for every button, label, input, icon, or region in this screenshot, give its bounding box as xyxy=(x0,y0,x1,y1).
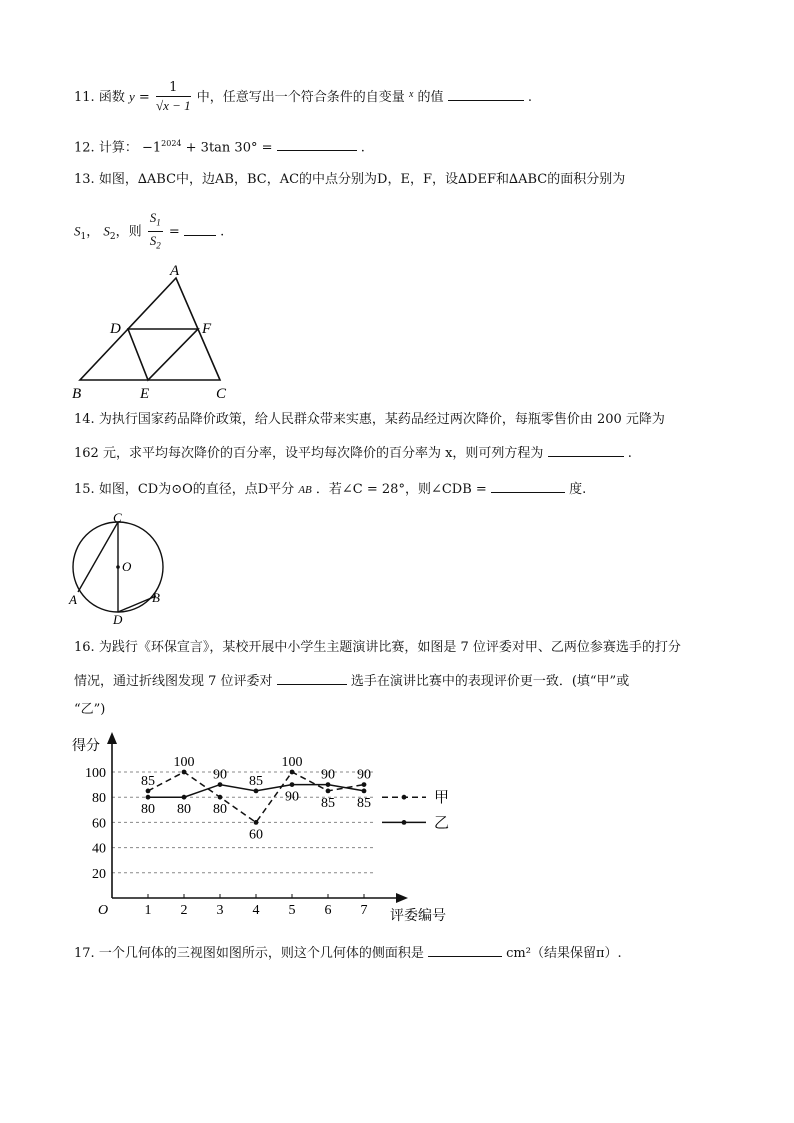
label-a: A xyxy=(170,263,180,279)
question-number: 12. xyxy=(74,140,95,156)
fraction-numerator: 1 xyxy=(156,80,191,97)
question-text: ．若∠C = 28°，则∠CDB = xyxy=(315,482,487,497)
math-sub: 1 xyxy=(80,232,87,243)
x-tick-label: 4 xyxy=(252,903,260,918)
punct: . xyxy=(360,140,365,156)
question-text: 函数 xyxy=(98,90,125,105)
x-tick-label: 7 xyxy=(360,903,368,918)
data-label: 90 xyxy=(321,767,335,783)
y-tick-label: 60 xyxy=(92,816,106,832)
fraction-numerator: $S_1$ xyxy=(148,210,163,232)
x-tick-label: 3 xyxy=(216,903,224,918)
data-point xyxy=(326,789,331,794)
chord-ca xyxy=(78,522,118,592)
data-point xyxy=(326,782,331,787)
answer-blank[interactable] xyxy=(277,670,347,685)
math-expr: −1 xyxy=(141,140,162,156)
math-eq: = xyxy=(138,90,150,105)
question-text: 情况，通过折线图发现 7 位评委对 xyxy=(74,674,273,689)
legend-marker xyxy=(402,820,407,825)
score-line-chart xyxy=(66,728,466,928)
origin-label: O xyxy=(98,903,109,918)
question-text: 的值 xyxy=(417,90,444,105)
legend-label-jia: 甲 xyxy=(434,790,450,807)
data-label: 85 xyxy=(249,773,263,789)
data-point xyxy=(362,789,367,794)
question-number: 17. xyxy=(74,946,95,961)
circle-figure xyxy=(64,510,174,628)
math-var: x xyxy=(408,89,414,100)
data-point xyxy=(146,789,151,794)
fraction xyxy=(148,210,163,254)
question-text: 中，任意写出一个符合条件的自变量 xyxy=(196,90,405,105)
fraction-denominator: $S_2$ xyxy=(149,232,161,251)
y-tick-label: 80 xyxy=(92,791,106,807)
question-text: “乙”) xyxy=(74,702,106,717)
question-12 xyxy=(74,134,365,158)
label-f: F xyxy=(202,321,212,337)
x-axis-arrow xyxy=(396,893,408,903)
label-d: D xyxy=(110,321,121,337)
legend-marker xyxy=(402,795,407,800)
triangle-def xyxy=(128,329,198,380)
y-axis-arrow xyxy=(107,732,117,744)
y-axis-label: 得分 xyxy=(72,739,100,754)
answer-blank[interactable] xyxy=(491,478,565,493)
chord-db xyxy=(118,596,156,612)
question-17 xyxy=(74,942,622,964)
data-point xyxy=(182,770,187,775)
y-tick-label: 40 xyxy=(92,841,106,857)
data-label: 90 xyxy=(285,789,299,805)
math-eq: = xyxy=(168,224,180,240)
answer-blank[interactable] xyxy=(428,942,502,957)
data-label: 90 xyxy=(213,767,227,783)
legend-label-yi: 乙 xyxy=(434,815,450,832)
question-number: 16. xyxy=(74,640,95,655)
math-sub: 2 xyxy=(109,232,116,243)
label-c: C xyxy=(216,386,227,402)
label-e: E xyxy=(140,386,150,402)
question-number: 11. xyxy=(74,90,95,105)
math-var: S xyxy=(103,223,110,239)
question-text: ，则 xyxy=(115,224,142,240)
x-tick-label: 1 xyxy=(144,903,152,918)
answer-blank[interactable] xyxy=(448,86,524,101)
unit-text: 度. xyxy=(569,482,587,497)
data-label: 80 xyxy=(213,802,227,818)
y-tick-label: 20 xyxy=(92,866,106,882)
question-text: 如图，∆ABC中，边AB，BC，AC的中点分别为D，E，F，设∆DEF和∆ABC的面积分别为 xyxy=(98,172,626,187)
question-text: 计算： xyxy=(98,140,138,156)
y-tick-label: 100 xyxy=(85,766,106,781)
x-tick-label: 2 xyxy=(180,903,188,918)
question-16 xyxy=(74,638,681,658)
math-var: S xyxy=(74,223,81,239)
question-14 xyxy=(74,410,665,430)
center-point xyxy=(116,565,120,569)
label-b: B xyxy=(152,590,160,605)
data-point xyxy=(362,782,367,787)
question-text: 为践行《环保宣言》，某校开展中小学生主题演讲比赛，如图是 7 位评委对甲、乙两位参赛选手的打分 xyxy=(98,640,681,655)
punct: . xyxy=(220,224,225,240)
data-label: 60 xyxy=(249,827,263,843)
question-number: 13. xyxy=(74,172,95,187)
data-label: 80 xyxy=(177,802,191,818)
data-label: 80 xyxy=(141,802,155,818)
data-point xyxy=(146,795,151,800)
punct: . xyxy=(627,446,632,461)
data-point xyxy=(218,782,223,787)
x-tick-label: 6 xyxy=(324,903,332,918)
question-text: 如图，CD为⊙O的直径，点D平分 xyxy=(98,482,295,497)
question-13 xyxy=(74,170,625,190)
question-number: 15. xyxy=(74,482,95,497)
punct: . xyxy=(527,90,532,105)
question-16-line2 xyxy=(74,670,629,692)
data-point xyxy=(218,795,223,800)
label-b: B xyxy=(72,386,82,402)
label-o: O xyxy=(122,559,132,574)
math-expr: + 3tan 30° = xyxy=(185,140,273,156)
answer-blank[interactable] xyxy=(548,442,624,457)
fraction xyxy=(156,80,191,115)
question-11 xyxy=(74,80,532,115)
data-point xyxy=(254,820,259,825)
math-exponent: 2024 xyxy=(161,139,182,148)
label-a: A xyxy=(69,592,77,607)
data-point xyxy=(182,795,187,800)
question-14-line2 xyxy=(74,442,632,464)
label-d: D xyxy=(113,612,123,627)
label-c: C xyxy=(113,510,122,525)
triangle-figure xyxy=(66,258,246,403)
question-number: 14. xyxy=(74,412,95,427)
data-point xyxy=(254,789,259,794)
answer-blank[interactable] xyxy=(277,136,357,151)
data-label: 85 xyxy=(141,773,155,789)
question-text: 一个几何体的三视图如图所示，则这个几何体的侧面积是 xyxy=(98,946,424,961)
question-15 xyxy=(74,478,586,500)
math-var: y xyxy=(128,89,135,104)
question-text: 选手在演讲比赛中的表现评价更一致．(填“甲”或 xyxy=(350,674,630,689)
data-label: 85 xyxy=(357,795,371,811)
answer-blank[interactable] xyxy=(184,221,216,236)
arc-label: AB xyxy=(298,484,312,496)
data-label: 85 xyxy=(321,795,335,811)
fraction-denominator: √x − 1 xyxy=(155,98,191,113)
data-point xyxy=(290,782,295,787)
data-label: 100 xyxy=(173,755,195,770)
question-13-line2: $S_1$， $S_2$，则 $\frac{S_1}{S_2}$ = . xyxy=(74,210,224,254)
question-text: 为执行国家药品降价政策，给人民群众带来实惠，某药品经过两次降价，每瓶零售价由 200 元降为 xyxy=(98,412,665,427)
data-point xyxy=(290,770,295,775)
question-text: 162 元，求平均每次降价的百分率，设平均每次降价的百分率为 x，则可列方程为 xyxy=(74,446,544,461)
x-tick-label: 5 xyxy=(288,903,296,918)
unit-text: cm²（结果保留π）. xyxy=(506,946,622,961)
question-16-line3 xyxy=(74,700,105,720)
data-label: 100 xyxy=(281,755,303,770)
x-axis-label: 评委编号 xyxy=(390,909,446,924)
data-label: 90 xyxy=(357,767,371,783)
